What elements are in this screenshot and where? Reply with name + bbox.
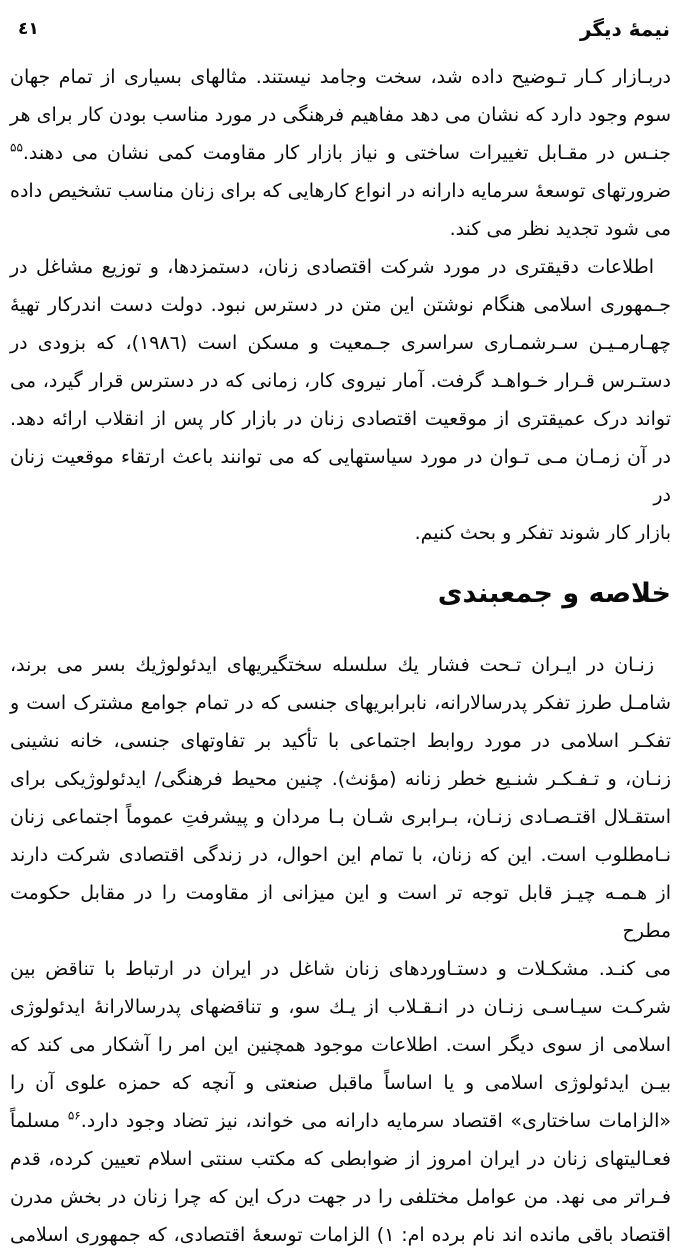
text-line: استقـلال اقتـصـادى زنـان، بـرابرى شـان بـا مردان و پيشرفتِ عموماً اجتماعى زنان <box>10 806 671 828</box>
text-line: فـراتر مى نهد. من عوامل مختلفى را در جهت درک اين كه چرا زنان در بخش مدرن <box>10 1186 671 1208</box>
text-line: جنـس در مقـابل تغييرات ساختى و نياز بازار كار مقاومت كمى نشان مى دهند.$^{۵۵}$ <box>10 140 671 164</box>
text-line: مى شود تجديد نظر مى كند. <box>449 218 671 240</box>
footnote-ref: ۵۶ <box>67 1108 81 1123</box>
text-line: اطلاعات دقيقترى در مورد شركت اقتصادى زنان، دستمزدها، و توزيع مشاغل در <box>10 256 654 278</box>
paragraph <box>10 248 671 552</box>
journal-title: نيمهٔ ديگر <box>579 17 670 41</box>
page-header <box>0 0 680 42</box>
text-line: مى كنـد. مشكـلات و دستـاوردهاى زنان شاغل در ايران در ارتباط با تناقض بين <box>10 958 671 980</box>
text-line: چهـارمـيـن سـرشمـارى سراسرى جـمعيت و مسكن است (١٩٨٦)، كه بزودى در <box>10 332 671 354</box>
page-number: ٤١ <box>18 19 39 39</box>
text-line: بيـن ايدئولوژى اسلامى و يا اساساً ماقبل صنعتى و آنچه كه حمزه علوى آن را <box>10 1072 671 1094</box>
text-line: تواند درک عميقترى از موقعيت اقتصادى زنان در بازار كار پس از انقلاب ارائه دهد. <box>10 408 671 430</box>
paragraph <box>10 646 671 1254</box>
footnote-ref: ۵۵ <box>10 140 23 155</box>
text-line: «الزامات ساختارى» اقتصاد سرمايه دارانه مى خواند، نيز تضاد وجود دارد.$^{۵۶}$ مسلماً <box>10 1108 671 1132</box>
text-line: نـامطلوب است. اين كه زنان، با تمام اين احوال، در زندگى اقتصادى شركت دارند <box>10 844 671 866</box>
text-line: از هـمـه چيـز قابل توجه تر است و اين ميزانى از مقاومت را در مقابل حكومت مطرح <box>10 882 671 942</box>
text-line: در آن زمـان مـى تـوان در مورد سياستهايى كه مى توانند باعث ارتقاء موقعيت زنان در <box>10 446 671 506</box>
text-line: تفكـر اسلامى در مورد روابط اجتماعى با تأكيد بر تفاوتهاى جنسى، خانه نشينى <box>10 730 671 752</box>
text-line: اسلامى از سوى ديگر است. اطلاعات موجود همچنين اين امر را آشكار مى كند كه <box>10 1034 671 1056</box>
text-line: فعـاليتهاى زنان در ايران امروز از ضوابطى كه مكتب سنتى اسلام تعيين كرده، قدم <box>10 1148 671 1170</box>
page-body <box>0 58 680 1254</box>
text-line: زنـان، و تـفـكـر شنـيع خطر زنانه (مؤنث). چنين محيط فرهنگى/ ايدئولوژيكى براى <box>10 768 671 790</box>
text-line: زنـان در ايـران تـحت فشار يك سلسله سختگيريهاى ايدئولوژيك بسر مى برند، <box>10 654 654 676</box>
text-line: دربـازار كـار تـوضيح داده شد، سخت وجامد نيستند. مثالهاى بسيارى از تمام جهان <box>10 66 671 88</box>
text-line: سوم وجود دارد كه نشان مى دهد مفاهيم فرهنگى در مورد مناسب بودن كار براى هر <box>10 104 671 126</box>
text-line: جـمهورى اسلامى هنگام نوشتن اين متن در دسترس نبود. دولت دست اندركار تهيهٔ <box>10 294 671 316</box>
paragraph <box>10 58 671 248</box>
text-line: بازار كار شوند تفكر و بحث كنيم. <box>414 522 671 544</box>
text-line: اقتصاد باقى مانده اند نام برده ام: ١) الزامات توسعهٔ اقتصادى، كه جمهورى اسلامى <box>10 1224 671 1246</box>
text-line: ضرورتهاى توسعهٔ سرمايه دارانه در انواع كارهايى كه براى زنان مناسب تشخيص داده <box>10 180 671 202</box>
text-line: شركـت سيـاسـى زنـان در انـقـلاب از يـك سو، و تناقضهاى پدرسالارانهٔ ايدئولوژى <box>10 996 671 1018</box>
text-line: شامـل طرز تفكر پدرسالارانه، نابرابريهاى جنسى كه در تمام جوامع مشترک است و <box>10 692 671 714</box>
text-line: دستـرس قـرار خـواهـد گرفت. آمار نيروى كار، زمانى كه در دسترس قرار گيرد، مى <box>10 370 671 392</box>
section-heading: خلاصه و جمعبندى <box>437 578 671 609</box>
